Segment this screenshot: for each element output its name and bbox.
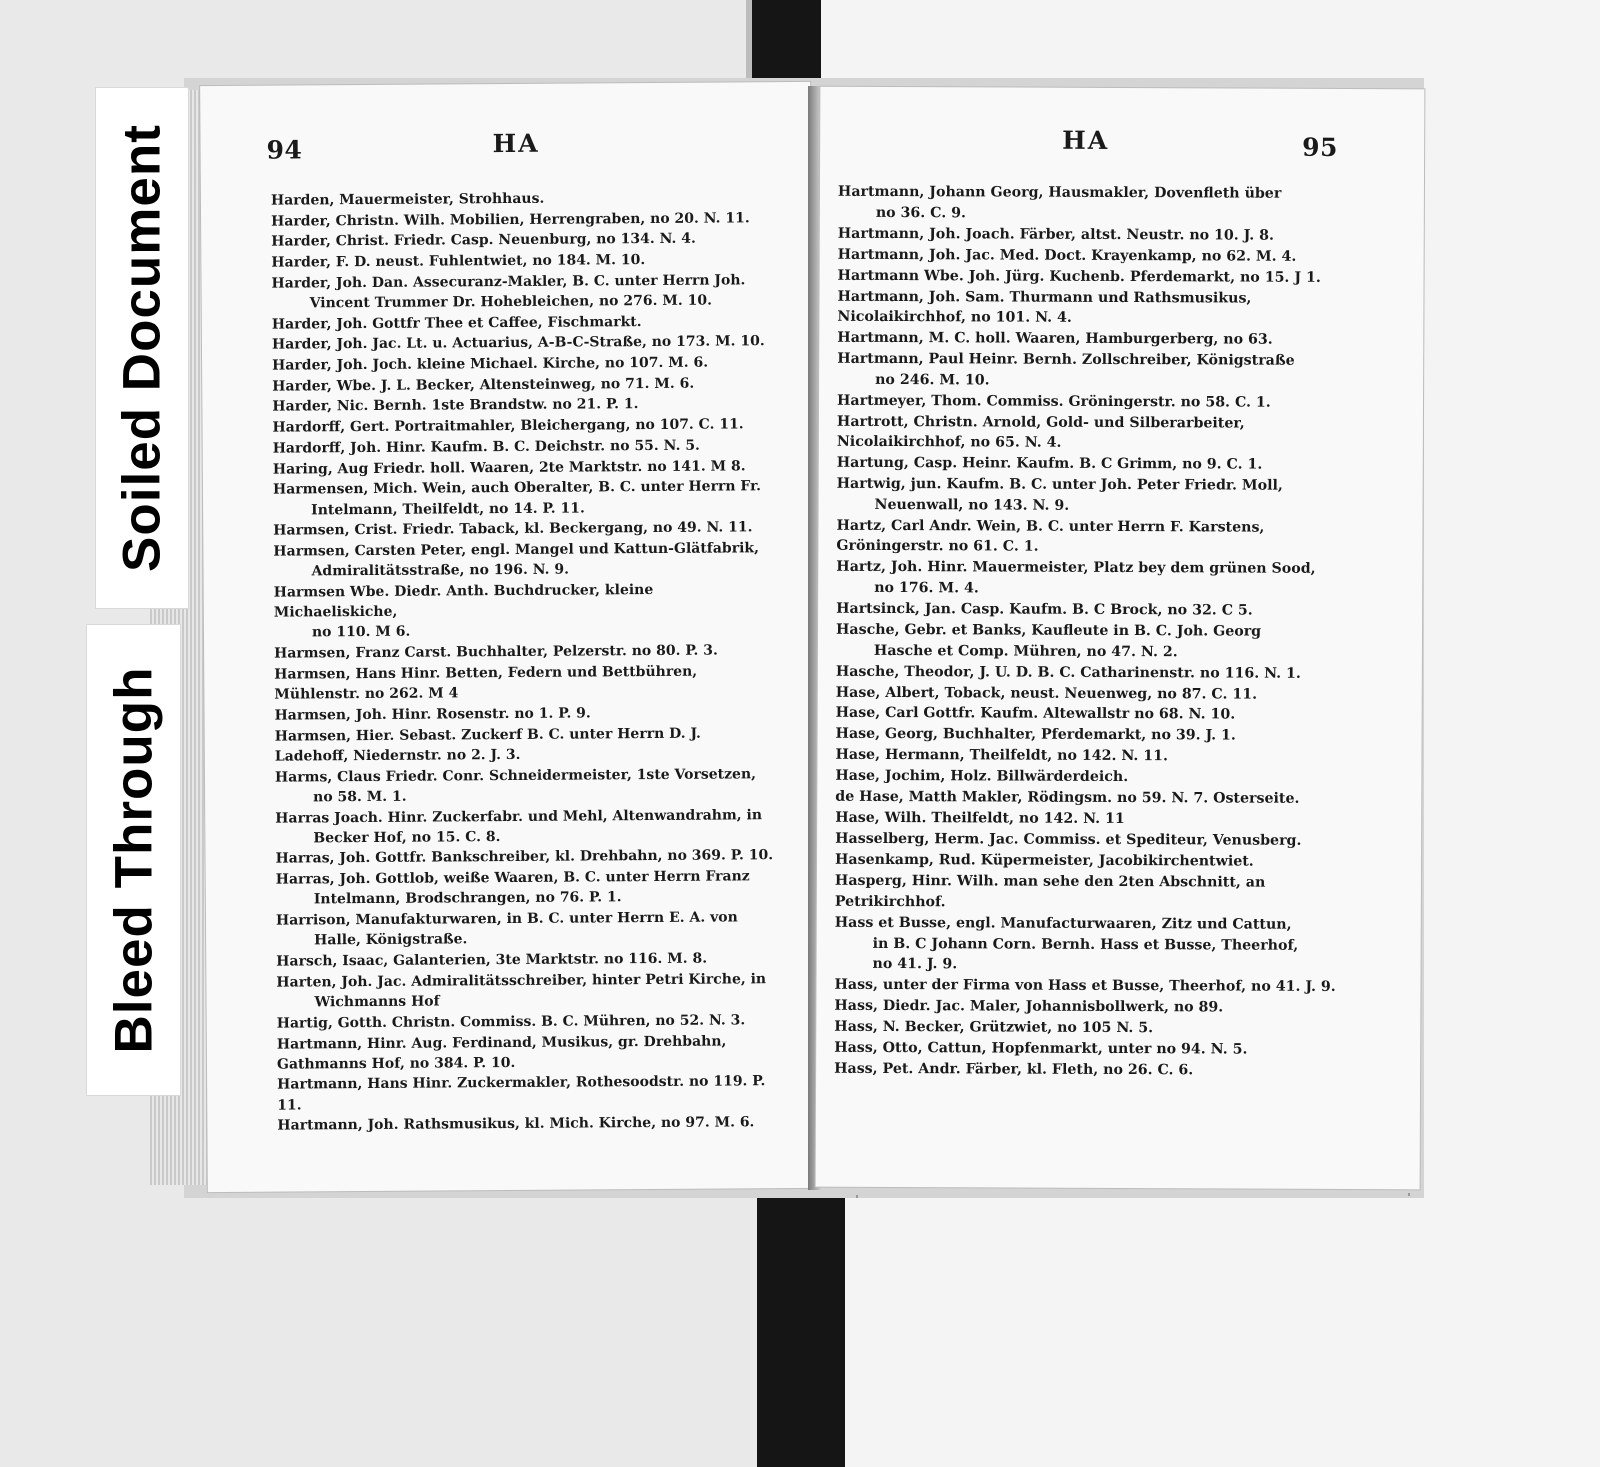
directory-entry <box>836 682 1366 705</box>
directory-entry <box>837 390 1367 413</box>
entry-line: Hase, Carl Gottfr. Kaufm. Altewallstr no 68. N. 10. <box>835 705 1236 723</box>
entry-continuation: no 41. J. 9. <box>872 956 958 973</box>
directory-entry <box>834 1017 1364 1040</box>
directory-entry <box>835 787 1365 810</box>
directory-entry <box>273 538 773 582</box>
entry-continuation: no 58. M. 1. <box>313 788 407 806</box>
entry-continuation: Wichmanns Hof <box>314 993 440 1011</box>
entry-line: Harten, Joh. Jac. Admiralitätsschreiber, hinter Petri Kirche, in <box>276 971 767 991</box>
entry-continuation: Vincent Trummer Dr. Hohebleichen, no 276. M. 10. <box>309 292 712 312</box>
directory-entry <box>834 1038 1364 1061</box>
directory-entry <box>836 516 1366 559</box>
entry-line: Harms, Claus Friedr. Conr. Schneidermeister, 1ste Vorsetzen, <box>274 765 757 786</box>
entry-line: Harmsen, Hier. Sebast. Zuckerf B. C. unter Herrn D. J. Ladehoff, Niedernstr. no 2. J. 3. <box>274 725 701 765</box>
entry-line: Hase, Wilh. Theilfeldt, no 142. N. 11 <box>835 810 1125 828</box>
directory-entry <box>836 724 1366 747</box>
entry-line: Harmsen Wbe. Diedr. Anth. Buchdrucker, kleine Michaeliskiche, <box>273 581 654 621</box>
entry-line: Harder, Joh. Joch. kleine Michael. Kirche, no 107. M. 6. <box>272 354 709 374</box>
entry-continuation: Intelmann, Brodschrangen, no 76. P. 1. <box>313 889 622 908</box>
entry-line: Hasperg, Hinr. Wilh. man sehe den 2ten Abschnitt, an Petrikirchhof. <box>834 873 1266 911</box>
page-number: 94 <box>266 135 303 165</box>
directory-entry <box>271 208 771 232</box>
directory-entry <box>834 975 1364 998</box>
directory-entry <box>834 996 1364 1019</box>
entry-line: Harmsen, Crist. Friedr. Taback, kl. Beckergang, no 49. N. 11. <box>273 519 753 539</box>
entry-line: Hasenkamp, Rud. Küpermeister, Jacobikirchentwiet. <box>834 852 1254 870</box>
directory-entry <box>836 620 1366 663</box>
left-page <box>200 82 818 1192</box>
directory-entry <box>274 579 774 643</box>
entry-line: Hartrott, Christn. Arnold, Gold- und Silberarbeiter, Nicolaikirchhof, no 65. N. 4. <box>836 413 1245 451</box>
entry-continuation: no 110. M 6. <box>311 624 411 641</box>
entry-line: Hardorff, Joh. Hinr. Kaufm. B. C. Deichstr. no 55. N. 5. <box>272 437 700 457</box>
directory-entry <box>277 1031 777 1075</box>
directory-entry <box>272 414 772 438</box>
entry-line: Harmsen, Carsten Peter, engl. Mangel und Kattun-Glätfabrik, <box>273 540 759 560</box>
entry-line: Hartmann, Joh. Jac. Med. Doct. Krayenkamp, no 62. M. 4. <box>837 246 1297 265</box>
entry-line: Hartmann, Johann Georg, Hausmakler, Dovenfleth über <box>837 183 1282 202</box>
directory-entry <box>274 661 774 705</box>
directory-entry <box>273 476 773 520</box>
directory-entry <box>837 349 1367 392</box>
entry-line: Hass, Pet. Andr. Färber, kl. Fleth, no 26. C. 6. <box>834 1060 1194 1079</box>
entry-line: Harder, Joh. Gottfr Thee et Caffee, Fischmarkt. <box>271 313 642 333</box>
entry-line: Hase, Georg, Buchhalter, Pferdemarkt, no 39. J. 1. <box>835 726 1236 744</box>
directory-entry <box>274 640 774 664</box>
entry-line: Hartmann, Hans Hinr. Zuckermakler, Rothesoodstr. no 119. P. 11. <box>277 1073 766 1114</box>
directory-entry <box>838 223 1368 246</box>
running-head: HA <box>492 128 540 159</box>
directory-entry <box>836 661 1366 684</box>
directory-entry <box>277 1072 777 1116</box>
entry-line: de Hase, Matth Makler, Rödingsm. no 59. N. 7. Osterseite. <box>835 789 1300 808</box>
entry-line: Harder, F. D. neust. Fuhlentwiet, no 184. M. 10. <box>271 252 646 271</box>
directory-entry <box>837 453 1367 476</box>
directory-entry <box>835 850 1365 873</box>
directory-entry <box>837 286 1367 329</box>
directory-entry <box>273 517 773 541</box>
directory-entry <box>276 866 776 910</box>
entry-line: Hartmann, Joh. Sam. Thurmann und Rathsmusikus, Nicolaikirchhof, no 101. N. 4. <box>837 288 1252 326</box>
entry-line: Harmsen, Joh. Hinr. Rosenstr. no 1. P. 9. <box>274 705 591 724</box>
right-page <box>816 87 1425 1190</box>
directory-entry <box>835 766 1365 789</box>
entry-continuation: Intelmann, Theilfeldt, no 14. P. 11. <box>311 499 585 518</box>
directory-entry <box>837 411 1367 454</box>
entry-continuation: Hasche et Comp. Mühren, no 47. N. 2. <box>873 642 1178 660</box>
directory-entry <box>835 808 1365 831</box>
entry-line: Harder, Christ. Friedr. Casp. Neuenburg, no 134. N. 4. <box>271 231 696 251</box>
label-bleed-through <box>87 625 180 1095</box>
entry-line: Harrison, Manufakturwaren, in B. C. unter Herrn E. A. von <box>275 909 738 929</box>
entry-line: Hartz, Carl Andr. Wein, B. C. unter Herrn F. Karstens, Gröningerstr. no 61. C. 1. <box>836 517 1265 556</box>
directory-entry <box>277 1010 777 1034</box>
entry-line: Hass, Otto, Cattun, Hopfenmarkt, unter no 94. N. 5. <box>834 1039 1248 1058</box>
entry-line: Hasselberg, Herm. Jac. Commiss. et Spediteur, Venusberg. <box>835 831 1302 850</box>
entry-continuation: Neuenwall, no 143. N. 9. <box>874 496 1070 514</box>
directory-entry <box>275 723 775 767</box>
entry-line: Hartmann Wbe. Joh. Jürg. Kuchenb. Pferdemarkt, no 15. J 1. <box>837 267 1321 286</box>
label-text: Bleed Through <box>104 666 163 1054</box>
entry-line: Harder, Joh. Jac. Lt. u. Actuarius, A-B-C-Straße, no 173. M. 10. <box>271 333 765 354</box>
page-number: 95 <box>1302 132 1339 162</box>
directory-entry <box>836 703 1366 726</box>
entry-continuation: Admiralitätsstraße, no 196. N. 9. <box>311 561 570 580</box>
entry-line: Hase, Albert, Toback, neust. Neuenweg, no 87. C. 11. <box>835 684 1258 703</box>
entry-line: Hardorff, Gert. Portraitmahler, Bleichergang, no 107. C. 11. <box>272 416 744 436</box>
paper-speck <box>856 1195 858 1198</box>
entry-continuation: Becker Hof, no 15. C. 8. <box>313 828 501 847</box>
entry-line: Hartz, Joh. Hinr. Mauermeister, Platz bey dem grünen Sood, <box>836 559 1316 578</box>
entry-line: Harsch, Isaac, Galanterien, 3te Marktstr. no 116. M. 8. <box>276 950 708 970</box>
entry-line: Harmensen, Mich. Wein, auch Oberalter, B. C. unter Herrn Fr. <box>272 478 762 498</box>
directory-entry <box>835 745 1365 768</box>
entry-line: Haring, Aug Friedr. holl. Waaren, 2te Marktstr. no 141. M 8. <box>272 457 746 478</box>
entry-line: Hartung, Casp. Heinr. Kaufm. B. C Grimm, no 9. C. 1. <box>836 454 1263 473</box>
entry-continuation: in B. C Johann Corn. Bernh. Hass et Busse, Theerhof, <box>872 935 1299 954</box>
entry-line: Hass et Busse, engl. Manufacturwaaren, Zitz und Cattun, <box>834 914 1292 933</box>
directory-entry <box>276 969 776 1013</box>
directory-entry <box>273 435 773 459</box>
entry-line: Harden, Mauermeister, Strohhaus. <box>270 190 545 209</box>
directory-entry <box>277 1113 777 1137</box>
entry-continuation: Halle, Königstraße. <box>314 931 468 949</box>
entry-line: Harmsen, Franz Carst. Buchhalter, Pelzerstr. no 80. P. 3. <box>274 642 718 662</box>
label-soiled-document <box>96 88 188 608</box>
directory-entry <box>272 394 772 418</box>
entry-line: Hartmann, Paul Heinr. Bernh. Zollschreiber, Königstraße <box>837 350 1295 369</box>
directory-entry <box>838 265 1368 288</box>
entry-line: Hase, Hermann, Theilfeldt, no 142. N. 11. <box>835 747 1169 765</box>
entry-continuation: no 176. M. 4. <box>874 579 979 597</box>
entry-line: Hartmeyer, Thom. Commiss. Gröningerstr. no 58. C. 1. <box>836 392 1271 411</box>
entry-line: Hartmann, Joh. Joach. Färber, altst. Neustr. no 10. J. 8. <box>837 225 1275 244</box>
directory-entry <box>836 599 1366 622</box>
directory-entry <box>838 244 1368 267</box>
entry-line: Hartmann, Hinr. Aug. Ferdinand, Musikus, gr. Drehbahn, Gathmanns Hof, no 384. P. 10. <box>276 1032 727 1073</box>
directory-entry <box>835 871 1365 914</box>
entry-line: Harder, Wbe. J. L. Becker, Altensteinweg, no 71. M. 6. <box>272 375 695 395</box>
directory-entry <box>271 270 771 314</box>
directory-entry <box>834 1059 1364 1082</box>
directory-entry <box>272 352 772 376</box>
entry-line: Hartmann, Joh. Rathsmusikus, kl. Mich. Kirche, no 97. M. 6. <box>277 1114 755 1135</box>
entry-continuation: no 246. M. 10. <box>875 371 990 389</box>
directory-entry <box>835 829 1365 852</box>
directory-entry <box>276 907 776 951</box>
entry-line: Hass, N. Becker, Grützwiet, no 105 N. 5. <box>834 1018 1154 1037</box>
entry-line: Harder, Nic. Bernh. 1ste Brandstw. no 21. P. 1. <box>272 396 639 416</box>
entry-line: Hase, Jochim, Holz. Billwärderdeich. <box>835 768 1129 786</box>
entry-line: Hartig, Gotth. Christn. Commiss. B. C. Mühren, no 52. N. 3. <box>276 1012 746 1032</box>
directory-entry <box>276 948 776 972</box>
entry-line: Harder, Joh. Dan. Assecuranz-Makler, B. C. unter Herrn Joh. <box>271 272 746 292</box>
entry-line: Harras, Joh. Gottfr. Bankschreiber, kl. Drehbahn, no 369. P. 10. <box>275 847 774 868</box>
entry-line: Hass, Diedr. Jac. Maler, Johannisbollwerk, no 89. <box>834 997 1224 1016</box>
directory-entry <box>275 764 775 808</box>
directory-entry <box>835 913 1365 977</box>
directory-entry <box>275 805 775 849</box>
paper-speck <box>1408 1193 1410 1196</box>
label-text: Soiled Document <box>112 124 172 572</box>
entry-continuation: no 36. C. 9. <box>875 204 966 221</box>
entry-line: Hass, unter der Firma von Hass et Busse, Theerhof, no 41. J. 9. <box>834 976 1336 996</box>
binding-strip-bottom <box>757 1180 845 1467</box>
directory-entry <box>836 557 1366 600</box>
directory-entry <box>837 474 1367 517</box>
entry-line: Harmsen, Hans Hinr. Betten, Federn und Bettbühren, Mühlenstr. no 262. M 4 <box>274 663 698 703</box>
entry-line: Harras Joach. Hinr. Zuckerfabr. und Mehl, Altenwandrahm, in <box>275 806 763 827</box>
entry-line: Hartwig, jun. Kaufm. B. C. unter Joh. Peter Friedr. Moll, <box>836 475 1283 494</box>
entry-list <box>834 182 1368 1082</box>
running-head: HA <box>1062 125 1110 155</box>
entry-line: Hartmann, M. C. holl. Waaren, Hamburgerberg, no 63. <box>837 329 1273 348</box>
directory-entry <box>838 182 1368 225</box>
directory-entry <box>837 328 1367 351</box>
entry-line: Hartsinck, Jan. Casp. Kaufm. B. C Brock, no 32. C 5. <box>836 600 1253 619</box>
entry-list <box>271 187 778 1137</box>
entry-line: Hasche, Gebr. et Banks, Kaufleute in B. C. Joh. Georg <box>835 621 1262 640</box>
entry-line: Hasche, Theodor, J. U. D. B. C. Catharinenstr. no 116. N. 1. <box>835 663 1301 682</box>
entry-line: Harder, Christn. Wilh. Mobilien, Herrengraben, no 20. N. 11. <box>271 209 750 230</box>
entry-line: Harras, Joh. Gottlob, weiße Waaren, B. C. unter Herrn Franz <box>275 868 750 888</box>
